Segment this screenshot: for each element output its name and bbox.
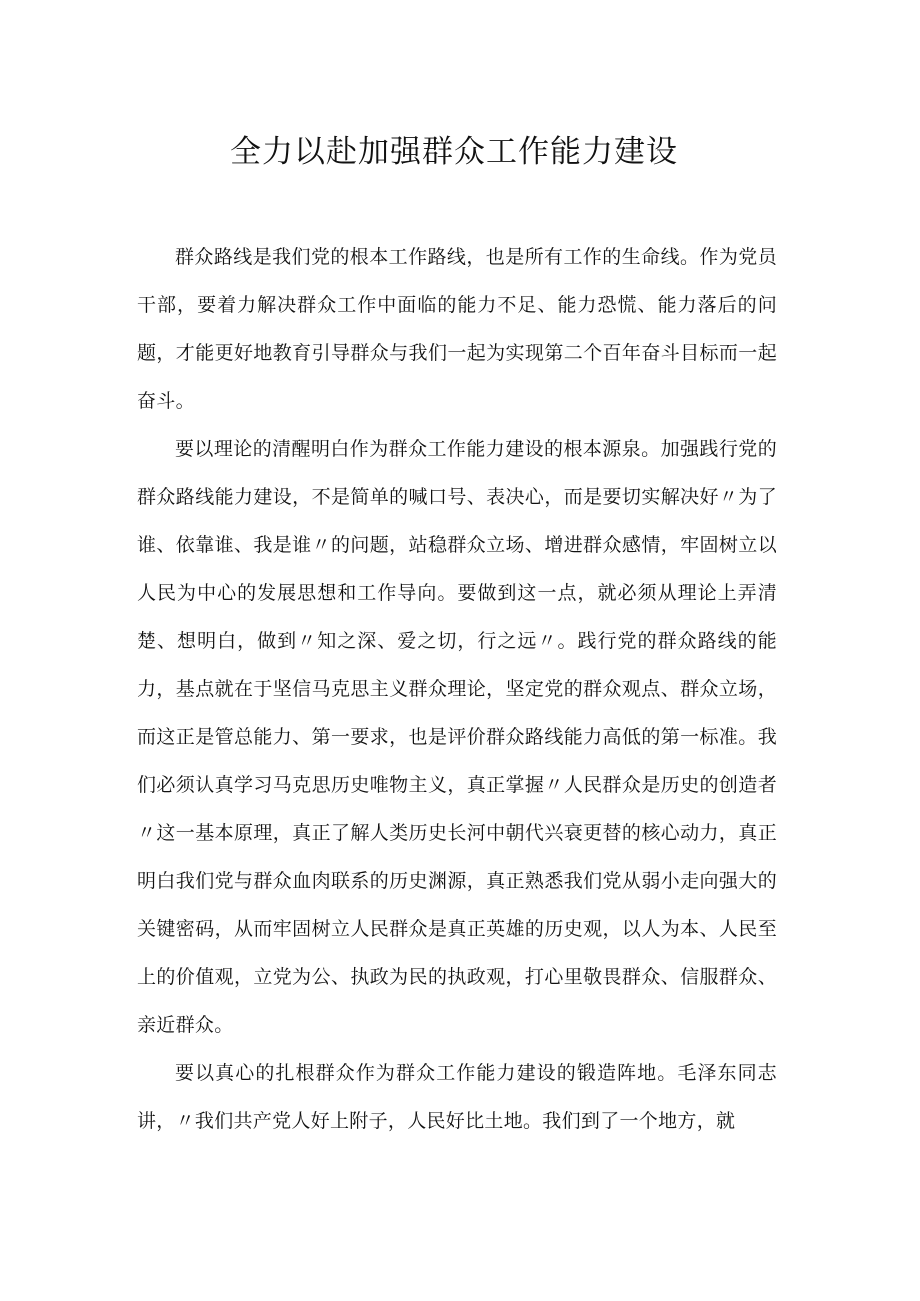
document-body [137, 233, 777, 1145]
paragraph-rooted: 要以真心的扎根群众作为群众工作能力建设的锻造阵地。毛泽东同志讲，〃我们共产党人好上附子，人民好比土地。我们到了一个地方，就 [137, 1062, 777, 1132]
paragraph-intro: 群众路线是我们党的根本工作路线，也是所有工作的生命线。作为党员干部，要着力解决群众工作中面临的能力不足、能力恐慌、能力落后的问题，才能更好地教育引导群众与我们一起为实现第二个百年奋斗目标而一起奋斗。 [137, 246, 777, 412]
paragraph-theory: 要以理论的清醒明白作为群众工作能力建设的根本源泉。加强践行党的群众路线能力建设，不是简单的喊口号、表决心，而是要切实解决好〃为了谁、依靠谁、我是谁〃的问题，站稳群众立场、增进群众感情，牢固树立以人民为中心的发展思想和工作导向。要做到这一点，就必须从理论上弄清楚、想明白，做到〃知之深、爱之切，行之远〃。践行党的群众路线的能力，基点就在于坚信马克思主义群众理论，坚定党的群众观点、群众立场，而这正是管总能力、第一要求，也是评价群众路线能力高低的第一标准。我们必须认真学习马克思历史唯物主义，真正掌握〃人民群众是历史的创造者〃这一基本原理，真正了解人类历史长河中朝代兴衰更替的核心动力，真正明白我们党与群众血肉联系的历史渊源，真正熟悉我们党从弱小走向强大的关键密码，从而牢固树立人民群众是真正英雄的历史观，以人为本、人民至上的价值观，立党为公、执政为民的执政观，打心里敬畏群众、信服群众、亲近群众。 [137, 438, 777, 1036]
document-title: 全力以赴加强群众工作能力建设 [230, 134, 678, 170]
